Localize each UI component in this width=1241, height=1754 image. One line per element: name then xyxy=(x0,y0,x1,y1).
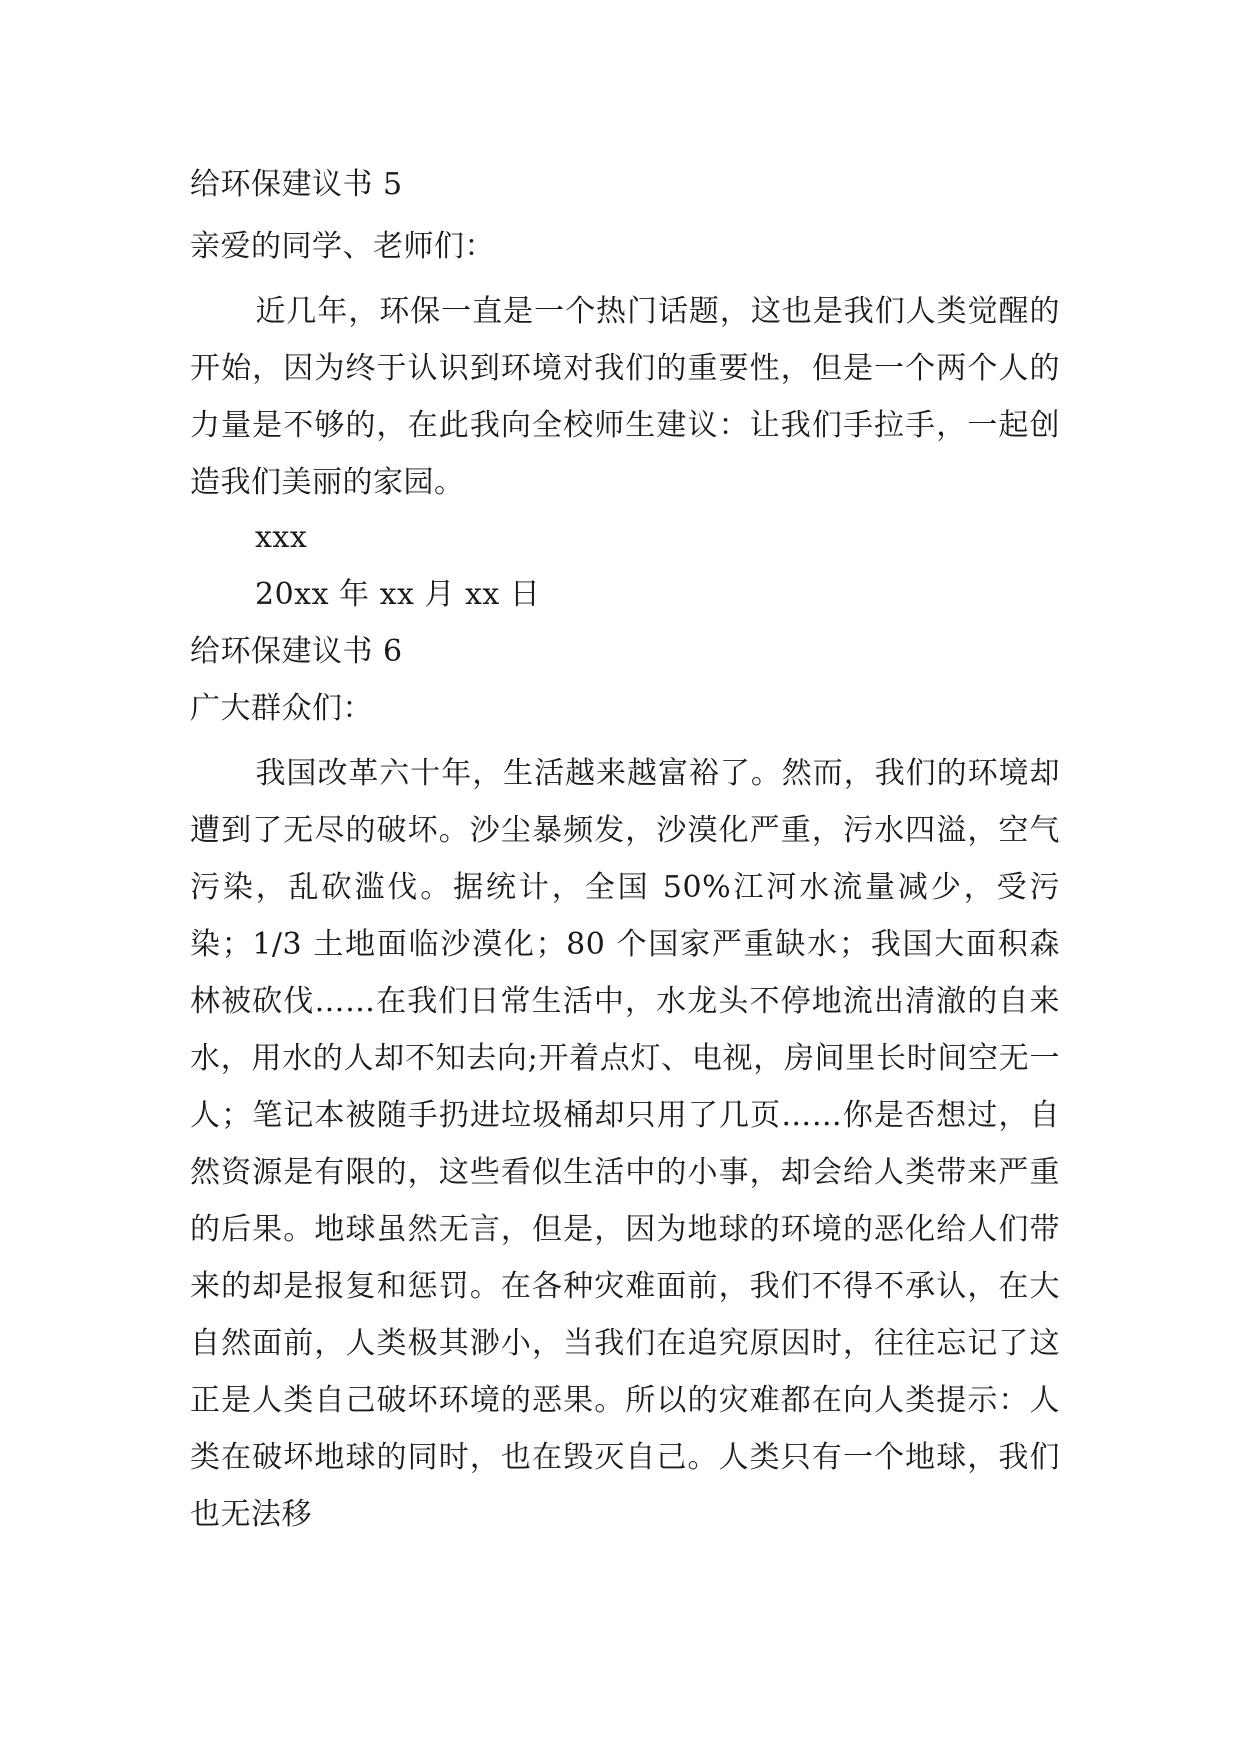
letter5-date: 20xx 年 xx 月 xx 日 xyxy=(255,577,541,612)
letter5-signature: xxx xyxy=(255,520,308,555)
letter6-body-text: 我国改革六十年，生活越来越富裕了。然而，我们的环境却遭到了无尽的破坏。沙尘暴频发，沙漠化严重，污水四溢，空气污染，乱砍滥伐。据统计，全国 50%江河水流量减少，受污染；1/3 土地面临沙漠化；80 个国家严重缺水；我国大面积森林被砍伐……在我们日常生活中，水龙头不停地流出清澈的自来水，用水的人却不知去向;开着点灯、电视，房间里长时间空无一人；笔记本被随手扔进垃圾桶却只用了几页……你是否想过，自然资源是有限的，这些看似生活中的小事，却会给人类带来严重的后果。地球虽然无言，但是，因为地球的环境的恶化给人们带来的却是报复和惩罚。在各种灾难面前，我们不得不承认，在大自然面前，人类极其渺小，当我们在追究原因时，往往忘记了这正是人类自己破坏环境的恶果。所以的灾难都在向人类提示：人类在破坏地球的同时，也在毁灭自己。人类只有一个地球，我们也无法移 xyxy=(190,756,1060,1532)
letter6-body xyxy=(190,745,1060,1543)
letter5-body-text: 近几年，环保一直是一个热门话题，这也是我们人类觉醒的开始，因为终于认识到环境对我们的重要性，但是一个两个人的力量是不够的，在此我向全校师生建议：让我们手拉手，一起创造我们美丽的家园。 xyxy=(190,294,1060,500)
letter5-greeting: 亲爱的同学、老师们： xyxy=(190,229,495,264)
letter6-greeting: 广大群众们： xyxy=(190,691,373,726)
letter5-body xyxy=(190,283,1060,511)
letter5-title: 给环保建议书 5 xyxy=(190,167,403,202)
letter6-title: 给环保建议书 6 xyxy=(190,634,403,669)
